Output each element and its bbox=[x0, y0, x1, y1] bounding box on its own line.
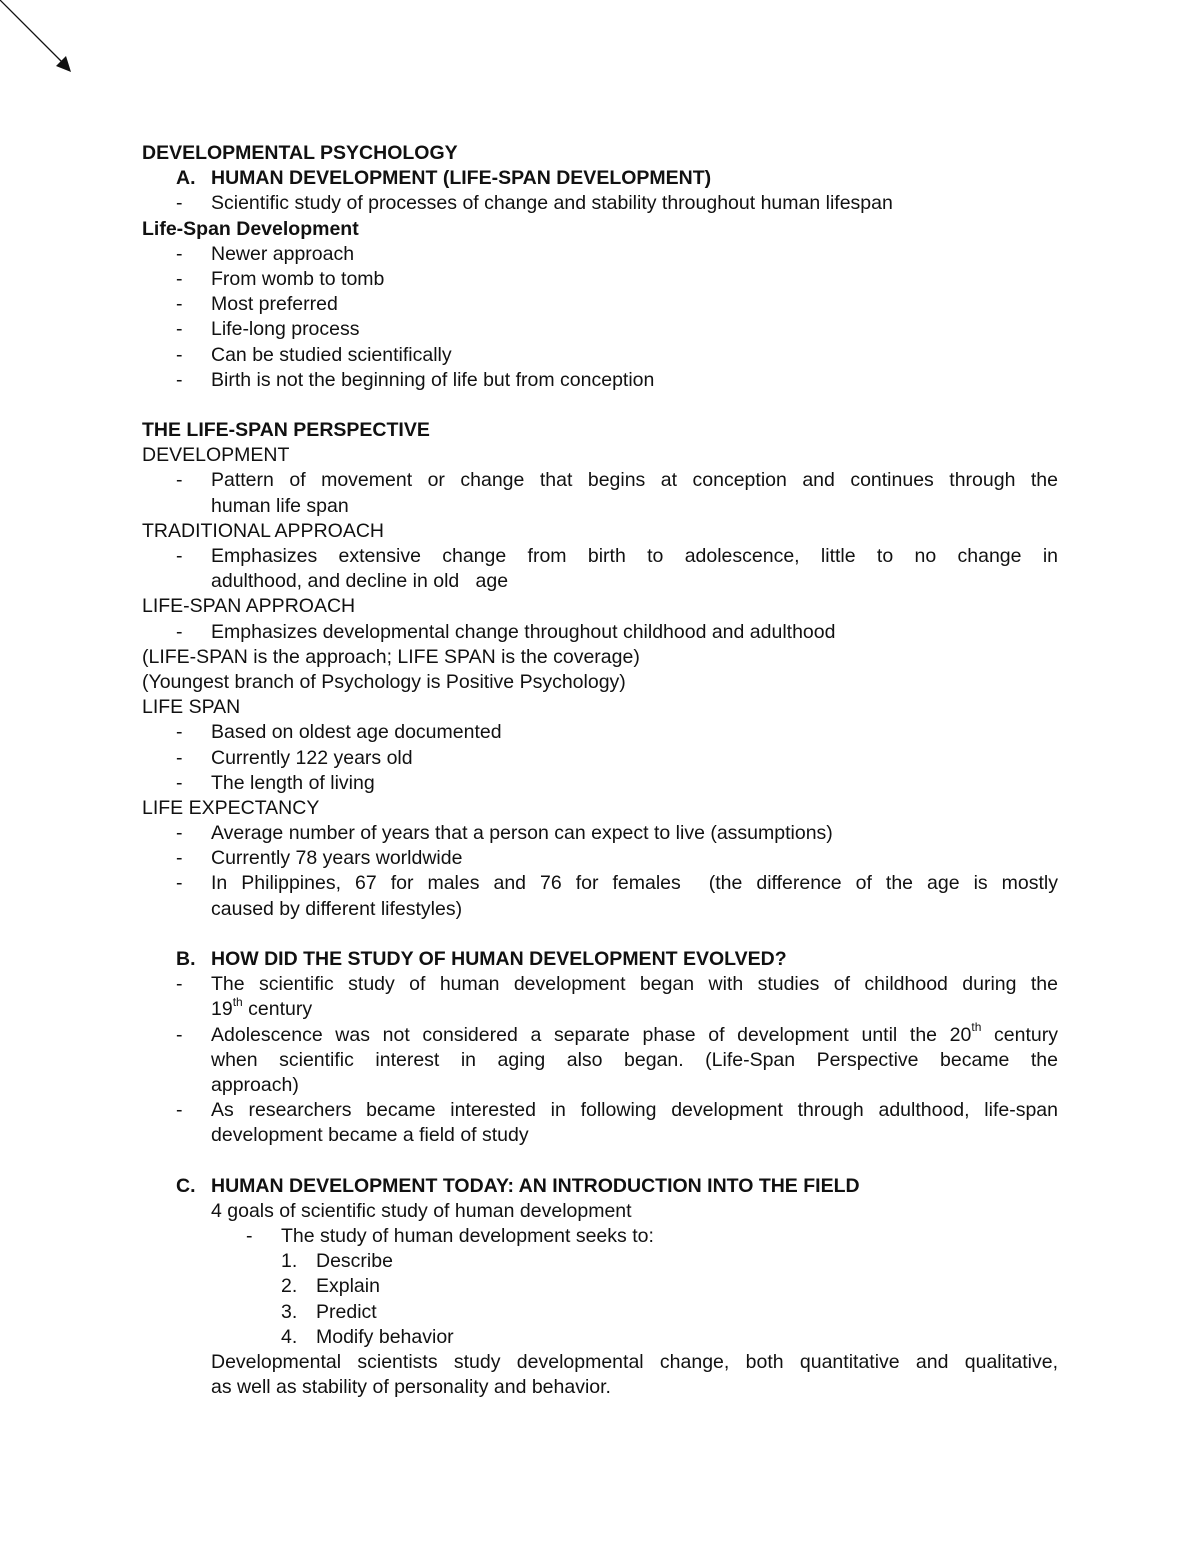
list-item: - From womb to tomb bbox=[176, 267, 385, 290]
list-item: - Based on oldest age documented bbox=[176, 721, 502, 744]
list-item: - Life-long process bbox=[176, 318, 360, 341]
document-title: DEVELOPMENTAL PSYCHOLOGY bbox=[142, 142, 458, 164]
list-item: - In Philippines, 67 for males and 76 for females (the difference of the age is mostly caused by different lifestyles) bbox=[176, 872, 1058, 920]
list-item: - The study of human development seeks to: bbox=[246, 1225, 654, 1248]
document-body bbox=[142, 141, 1058, 1400]
section-c-heading: C. HUMAN DEVELOPMENT TODAY: AN INTRODUCTION INTO THE FIELD bbox=[176, 1174, 860, 1197]
closing-paragraph: Developmental scientists study developmental change, both quantitative and qualitative, as well as stability of personality and behavior. bbox=[211, 1351, 1058, 1399]
arrow-mark bbox=[0, 0, 80, 80]
list-item: - Average number of years that a person can expect to live (assumptions) bbox=[176, 822, 833, 845]
goals-line: 4 goals of scientific study of human development bbox=[211, 1199, 632, 1222]
list-item: - Newer approach bbox=[176, 242, 355, 265]
numbered-item: 3. Predict bbox=[281, 1300, 377, 1323]
numbered-item: 2. Explain bbox=[281, 1275, 380, 1298]
list-item: - Scientific study of processes of change and stability throughout human lifespan bbox=[176, 192, 893, 215]
list-item: - The length of living bbox=[176, 771, 375, 794]
note-line: (LIFE-SPAN is the approach; LIFE SPAN is the coverage) bbox=[142, 645, 640, 668]
list-item: - Adolescence was not considered a separate phase of development until the 20th century when scientific interest in aging also began. (Life-Span Perspective became the approach) bbox=[176, 1020, 1058, 1096]
list-item: - Emphasizes developmental change throughout childhood and adulthood bbox=[176, 620, 836, 643]
life-span-label: LIFE SPAN bbox=[142, 696, 241, 719]
lifespan-development-heading: Life-Span Development bbox=[142, 217, 359, 240]
traditional-approach-label: TRADITIONAL APPROACH bbox=[142, 519, 384, 542]
list-item: - Currently 122 years old bbox=[176, 746, 413, 769]
note-line: (Youngest branch of Psychology is Positive Psychology) bbox=[142, 670, 626, 693]
section-a-heading: A. HUMAN DEVELOPMENT (LIFE-SPAN DEVELOPMENT) bbox=[176, 167, 712, 190]
list-item: - As researchers became interested in following development through adulthood, life-span development became a field of study bbox=[176, 1099, 1058, 1147]
section-b-heading: B. HOW DID THE STUDY OF HUMAN DEVELOPMENT EVOLVED? bbox=[176, 948, 787, 970]
numbered-item: 1. Describe bbox=[281, 1250, 393, 1273]
list-item: - Birth is not the beginning of life but from conception bbox=[176, 368, 655, 391]
list-item: - Most preferred bbox=[176, 293, 338, 316]
list-item: - The scientific study of human development began with studies of childhood during the 19th century bbox=[176, 973, 1058, 1021]
life-expectancy-label: LIFE EXPECTANCY bbox=[142, 796, 320, 819]
list-item: - Emphasizes extensive change from birth to adolescence, little to no change in adulthood, and decline in old age bbox=[176, 545, 1058, 593]
lifespan-approach-label: LIFE-SPAN APPROACH bbox=[142, 595, 356, 618]
list-item: - Pattern of movement or change that begins at conception and continues through the human life span bbox=[176, 469, 1058, 517]
development-label: DEVELOPMENT bbox=[142, 444, 290, 467]
lifespan-perspective-heading: THE LIFE-SPAN PERSPECTIVE bbox=[142, 419, 430, 442]
numbered-item: 4. Modify behavior bbox=[281, 1325, 454, 1348]
list-item: - Currently 78 years worldwide bbox=[176, 847, 463, 870]
list-item: - Can be studied scientifically bbox=[176, 343, 452, 366]
